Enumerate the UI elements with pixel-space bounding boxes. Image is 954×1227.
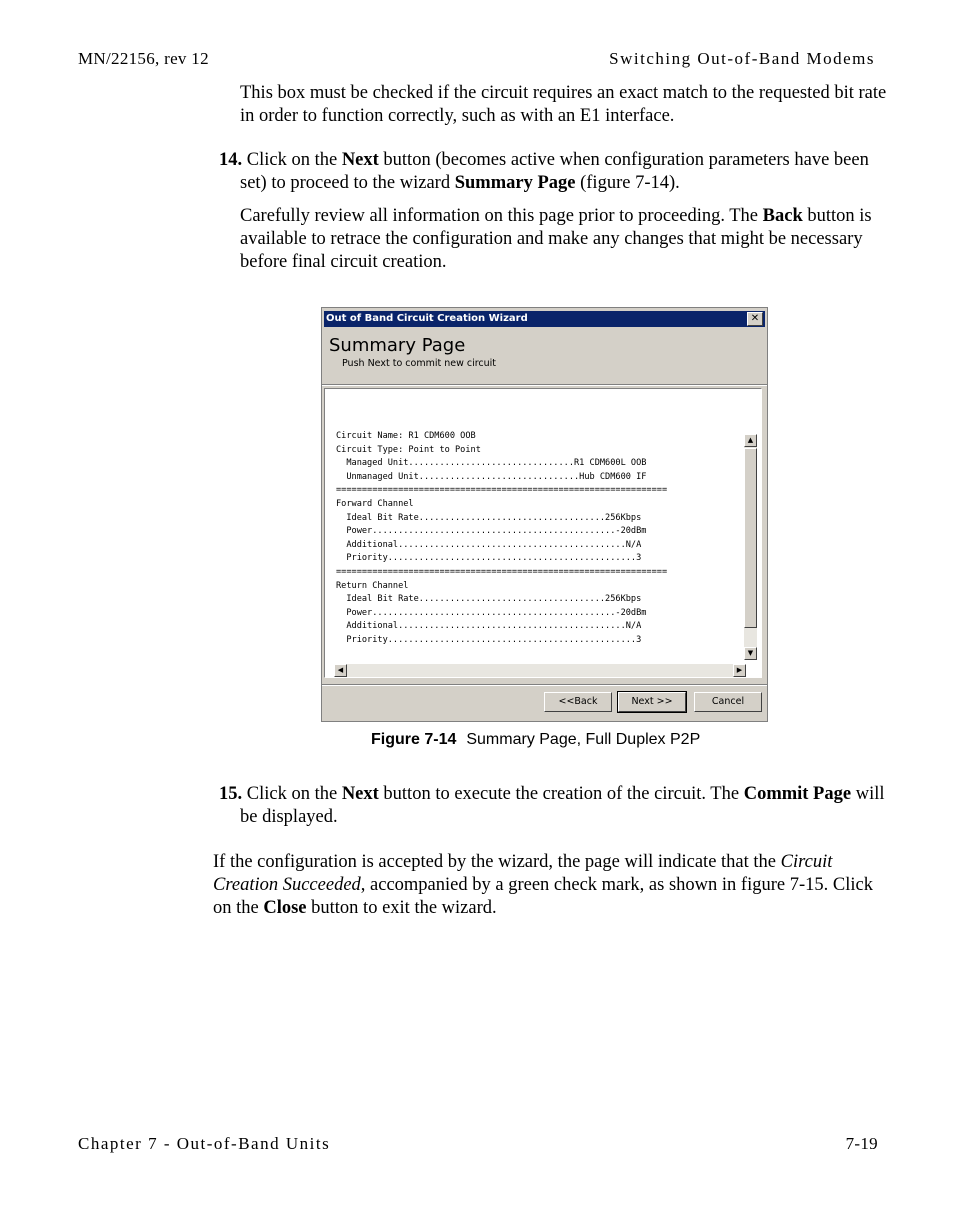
step-14-number: 14.: [219, 150, 243, 170]
figure-title: Summary Page, Full Duplex P2P: [466, 731, 701, 748]
step-15-text-c: will be displayed.: [240, 784, 885, 827]
summary-line: Additional............................................N/A: [336, 621, 642, 632]
scroll-right-icon[interactable]: ▶: [733, 664, 746, 677]
step-14-text-c: (figure 7-14).: [575, 173, 680, 193]
closing-paragraph: [213, 851, 878, 920]
summary-line: ================================================================: [336, 485, 668, 496]
summary-line: Forward Channel: [336, 498, 414, 509]
back-bold: Back: [762, 206, 803, 226]
review-paragraph: [240, 205, 885, 274]
header-divider: [322, 384, 767, 386]
scroll-down-icon[interactable]: ▼: [744, 647, 757, 660]
running-header-left: MN/22156, rev 12: [78, 49, 209, 68]
horizontal-scrollbar[interactable]: [334, 664, 746, 677]
figure-number: Figure 7-14: [371, 731, 457, 748]
scroll-up-icon[interactable]: ▲: [744, 434, 757, 447]
close-bold: Close: [263, 898, 307, 918]
scroll-left-icon[interactable]: ◀: [334, 664, 347, 677]
back-button[interactable]: <<Back: [544, 692, 612, 712]
step-15-text-b: button to execute the creation of the circuit. The: [378, 784, 744, 804]
close-icon[interactable]: ✕: [747, 312, 763, 326]
circuit-succeeded-italic: Circuit Creation Succeeded: [213, 852, 833, 895]
step-14-text-b: button (becomes active when configuration parameters have been set) to proceed to the wizard: [240, 150, 869, 193]
summary-line: Ideal Bit Rate....................................256Kbps: [336, 594, 642, 605]
summary-line: Priority................................................3: [336, 553, 642, 564]
cancel-button[interactable]: Cancel: [694, 692, 762, 712]
next-bold-2: Next: [341, 784, 379, 804]
summary-lines: [336, 430, 667, 648]
summary-page-bold: Summary Page: [454, 173, 576, 193]
step-14-text-a: Click on the: [242, 150, 342, 170]
summary-line: Ideal Bit Rate....................................256Kbps: [336, 512, 642, 523]
step-15-text-a: Click on the: [242, 784, 342, 804]
closing-text-b: , accompanied by a green check mark, as shown in figure 7-15. Click on the: [213, 875, 873, 918]
summary-line: Power...............................................-20dBm: [336, 526, 647, 537]
summary-line: Unmanaged Unit...............................Hub CDM600 IF: [336, 471, 647, 482]
next-bold: Next: [341, 150, 379, 170]
closing-text-c: button to exit the wizard.: [306, 898, 497, 918]
step-15: [219, 783, 900, 829]
step-14: [219, 149, 900, 195]
vertical-scrollbar[interactable]: [744, 434, 757, 660]
closing-text-a: If the configuration is accepted by the wizard, the page will indicate that the: [213, 852, 781, 872]
figure-caption: [371, 731, 700, 749]
page-number: 7-19: [845, 1134, 878, 1153]
scroll-thumb[interactable]: [744, 448, 757, 628]
intro-paragraph: This box must be checked if the circuit requires an exact match to the requested bit rate in order to function correctly, such as with an E1 interface.: [240, 83, 887, 126]
next-button[interactable]: Next >>: [618, 692, 686, 712]
wizard-dialog: [321, 307, 768, 722]
summary-line: Managed Unit................................R1 CDM600L OOB: [336, 458, 647, 469]
commit-page-bold: Commit Page: [743, 784, 852, 804]
summary-line: Circuit Name: R1 CDM600 OOB: [336, 431, 476, 441]
dialog-heading: Summary Page: [329, 335, 466, 356]
review-text-b: button is available to retrace the configuration and make any changes that might be necessary before final circuit creation.: [240, 206, 872, 272]
running-header-right: Switching Out-of-Band Modems: [609, 49, 875, 68]
dialog-window-title: Out of Band Circuit Creation Wizard: [326, 313, 528, 324]
summary-line: ================================================================: [336, 566, 668, 577]
running-footer-left: Chapter 7 - Out-of-Band Units: [78, 1134, 331, 1153]
review-text-a: Carefully review all information on this page prior to proceeding. The: [240, 206, 763, 226]
footer-divider: [322, 684, 767, 686]
summary-line: Priority................................................3: [336, 634, 642, 645]
summary-line: Power...............................................-20dBm: [336, 607, 647, 618]
step-15-number: 15.: [219, 784, 243, 804]
dialog-subheading: Push Next to commit new circuit: [342, 358, 497, 369]
summary-line: Additional............................................N/A: [336, 539, 642, 550]
summary-line: Circuit Type: Point to Point: [336, 444, 481, 455]
summary-text-area[interactable]: [324, 388, 762, 678]
summary-line: Return Channel: [336, 580, 409, 591]
dialog-titlebar: [324, 311, 765, 327]
